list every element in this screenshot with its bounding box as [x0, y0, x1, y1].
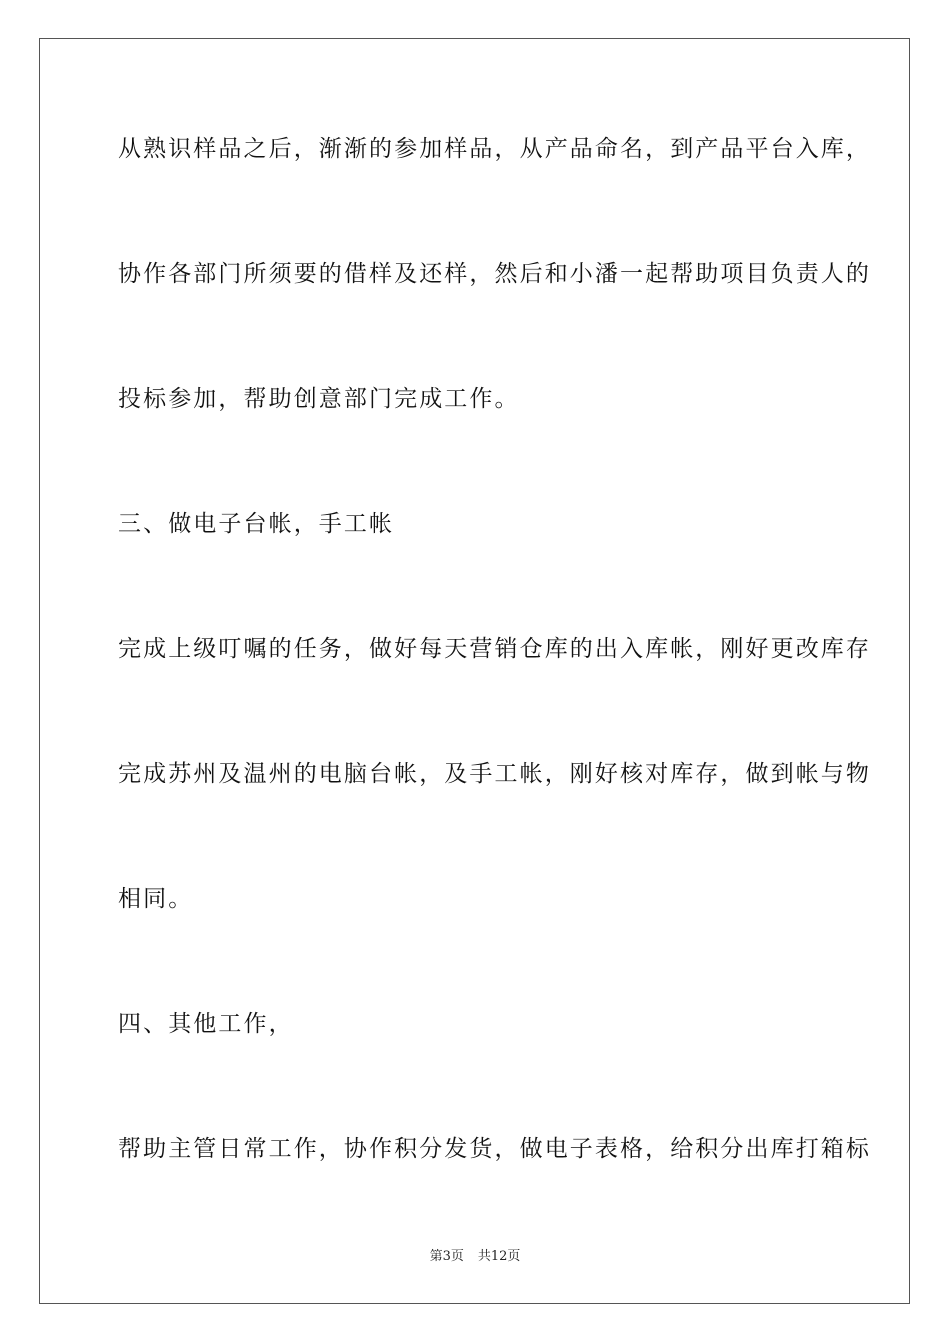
- page-border: [39, 38, 910, 1304]
- section-heading: 四、其他工作，: [118, 1011, 294, 1037]
- section-heading: 三、做电子台帐，手工帐: [118, 511, 395, 537]
- page-number: 第3页: [429, 1249, 464, 1264]
- paragraph-line: 投标参加，帮助创意部门完成工作。: [118, 386, 520, 412]
- paragraph-line: 帮助主管日常工作，协作积分发货，做电子表格，给积分出库打箱标: [118, 1136, 871, 1162]
- paragraph-line: 协作各部门所须要的借样及还样，然后和小潘一起帮助项目负责人的: [118, 261, 871, 287]
- paragraph-line: 从熟识样品之后，渐渐的参加样品，从产品命名，到产品平台入库，: [118, 136, 871, 162]
- page-footer: [0, 1245, 950, 1264]
- paragraph-line: 相同。: [118, 886, 194, 912]
- paragraph-line: 完成苏州及温州的电脑台帐，及手工帐，刚好核对库存，做到帐与物: [118, 761, 871, 787]
- page-total: 共12页: [477, 1249, 521, 1264]
- paragraph-line: 完成上级叮嘱的任务，做好每天营销仓库的出入库帐，刚好更改库存: [118, 636, 871, 662]
